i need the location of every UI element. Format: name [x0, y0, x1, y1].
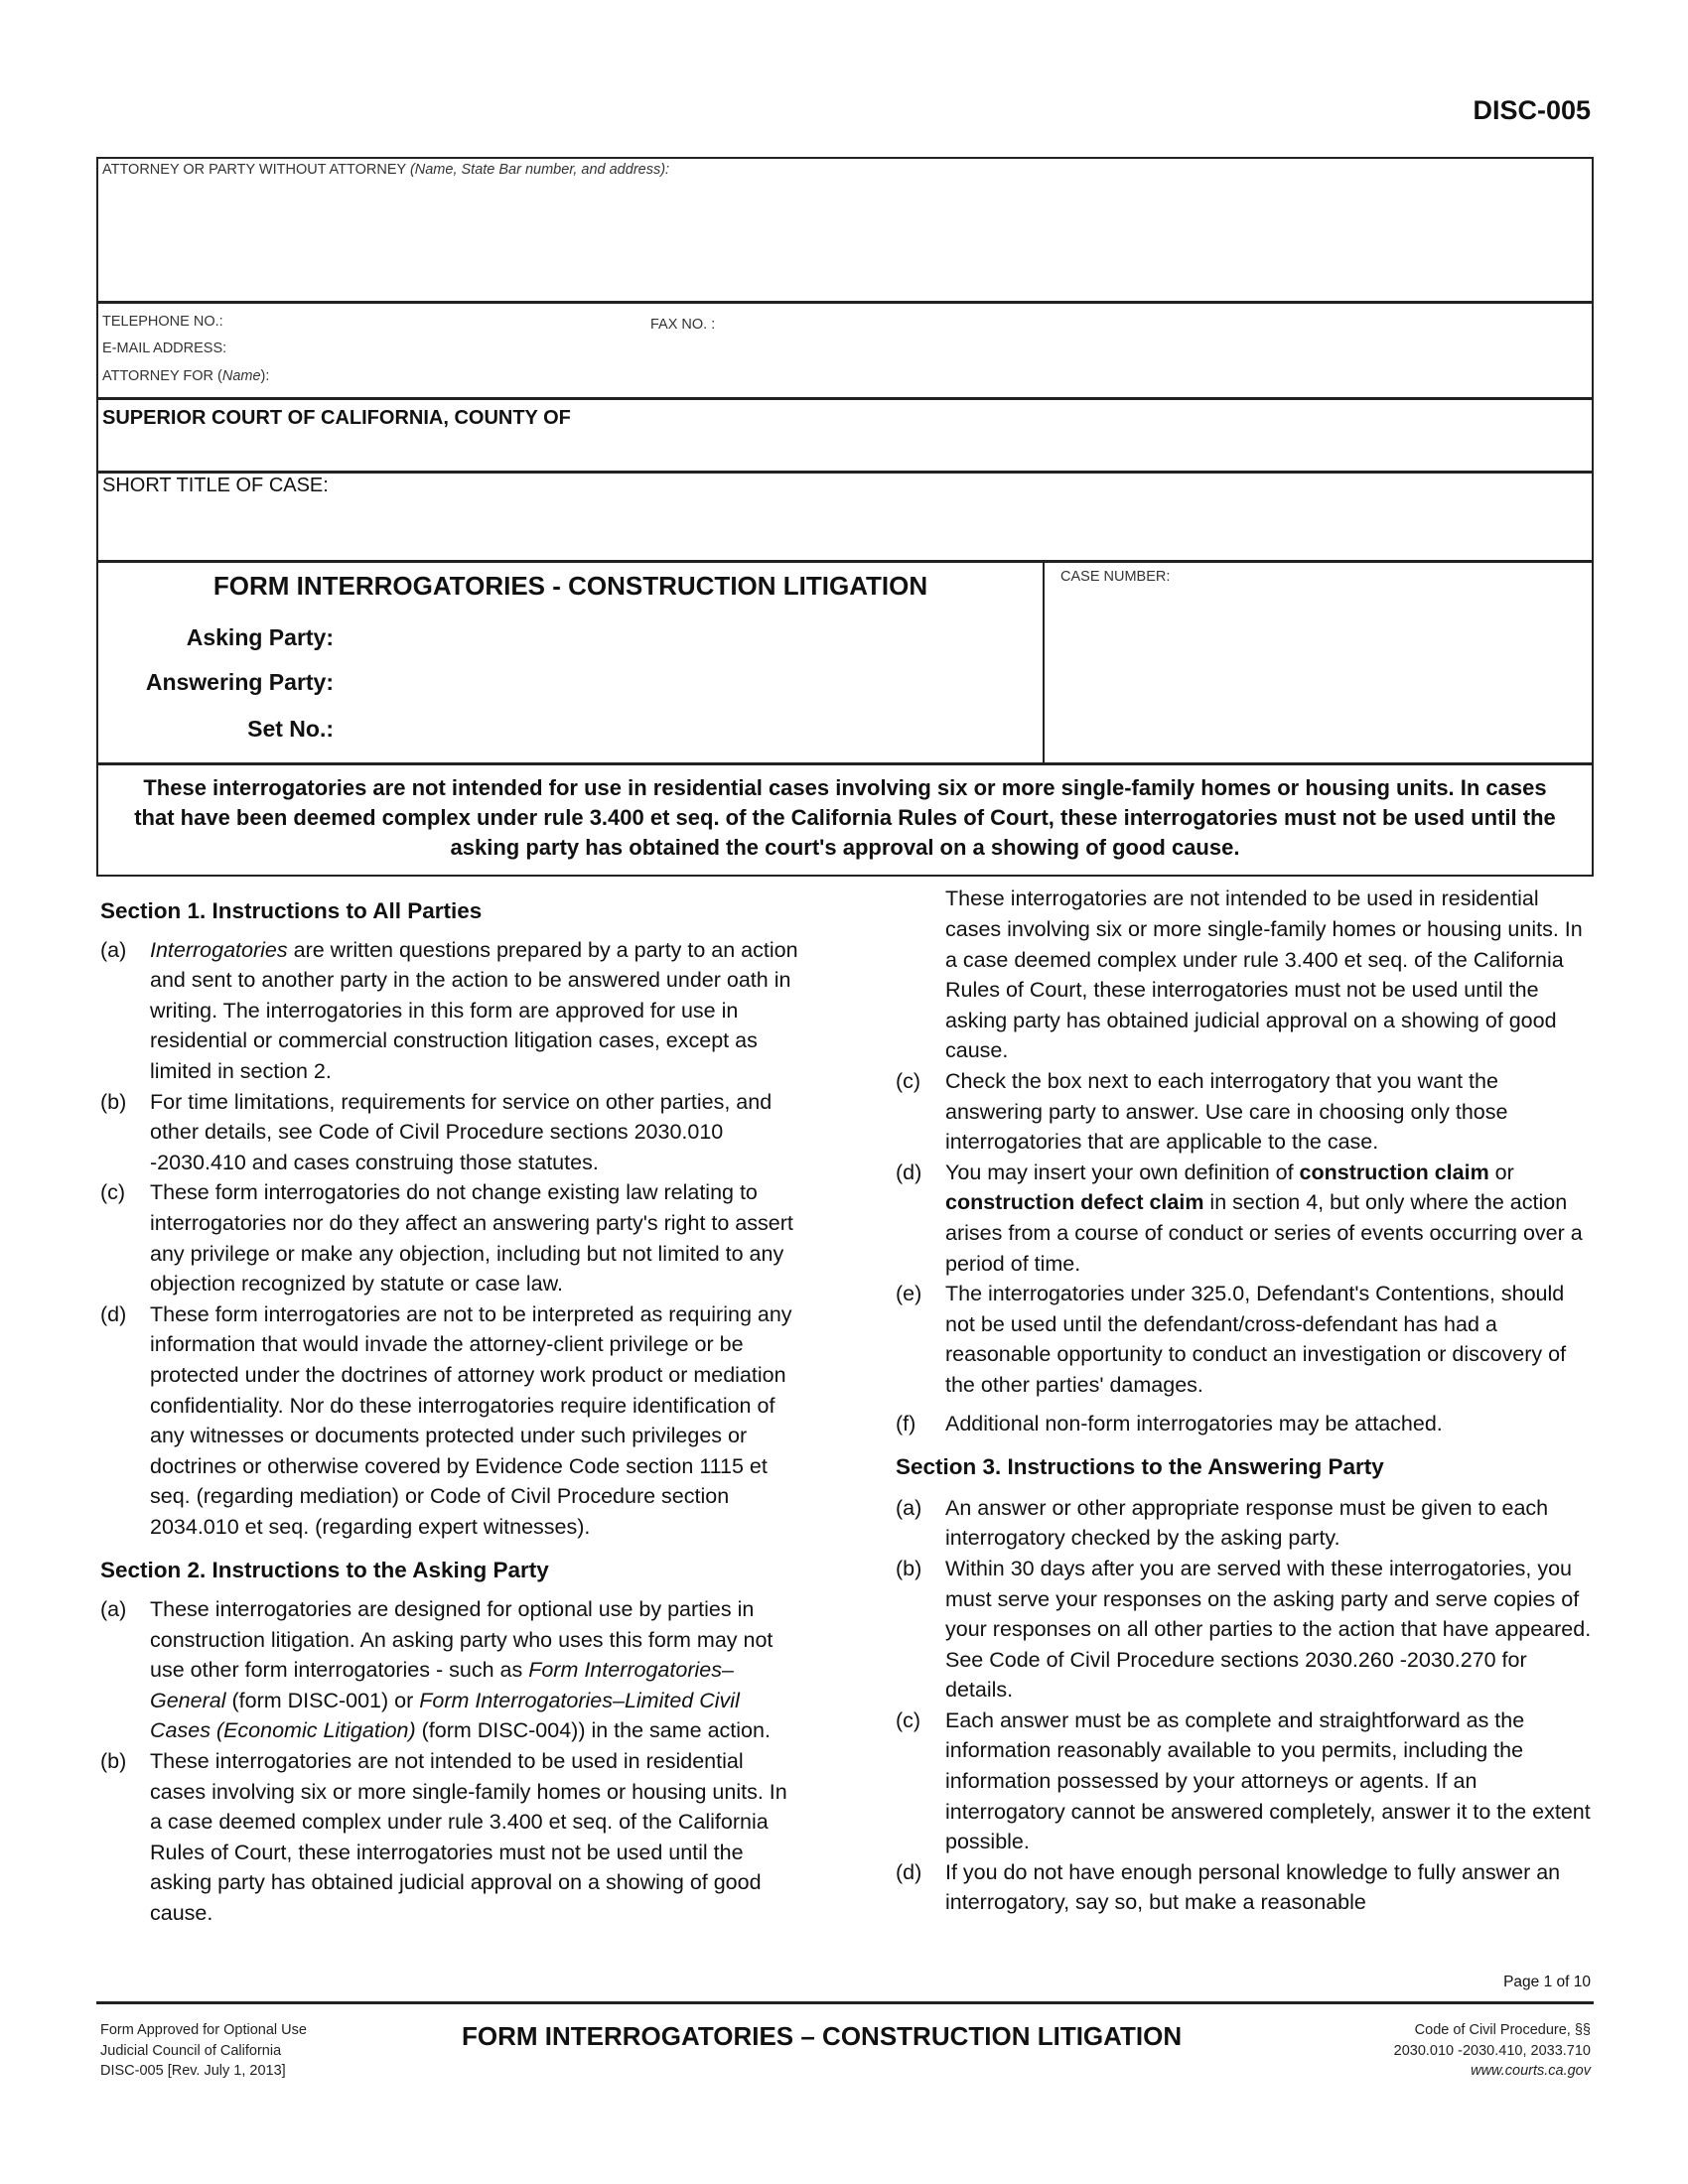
- s2-item-d: [896, 1158, 1599, 1279]
- s2-c-text: Check the box next to each interrogatory that you want the answering party to answer. Use care in choosing only those interrogatories that are applicable to the case.: [945, 1069, 1508, 1155]
- s3-a-text: An answer or other appropriate response must be given to each interrogatory checked by the asking party.: [945, 1495, 1549, 1551]
- form-title: FORM INTERROGATORIES - CONSTRUCTION LITIGATION: [212, 571, 928, 601]
- attorney-for-close: ):: [260, 368, 270, 384]
- s3-a-mark: (a): [896, 1495, 922, 1520]
- form-code: DISC-005: [1473, 95, 1591, 125]
- footer-left-line2: Judicial Council of California: [100, 2042, 282, 2059]
- notice-box: [96, 763, 1594, 877]
- court-box[interactable]: [96, 398, 1594, 473]
- email-label: E-MAIL ADDRESS:: [102, 341, 227, 356]
- footer-left: [100, 2020, 307, 2082]
- s2-a-mark: (a): [100, 1597, 127, 1622]
- s2-a-text1: These interrogatories are designed for optional use by parties in construction litigation. An asking party who uses this form may not use other form interrogatories - such as: [150, 1597, 774, 1683]
- s2-b-mark: (b): [100, 1749, 127, 1774]
- s2-item-a: [100, 1594, 803, 1746]
- right-column: [896, 887, 1599, 1918]
- s2-f-mark: (f): [896, 1411, 916, 1435]
- s2-c-mark: (c): [896, 1069, 921, 1093]
- telephone-label: TELEPHONE NO.:: [102, 314, 223, 330]
- s2-d-text1: You may insert your own definition of: [945, 1160, 1300, 1184]
- attorney-for-text: ATTORNEY FOR (: [102, 368, 222, 384]
- s2-b-continued-text: These interrogatories are not intended to be used in residential cases involving six or more single-family homes or housing units. In a case deemed complex under rule 3.400 et seq. of the California Rules of Court, these interrogatories must not be used until the asking party has obtained judicial approval on a showing of good cause.: [945, 887, 1583, 1063]
- s1-item-d: [100, 1299, 803, 1543]
- attorney-label-text: ATTORNEY OR PARTY WITHOUT ATTORNEY: [102, 162, 406, 178]
- fax-label: FAX NO. :: [650, 317, 716, 333]
- s3-item-c: [896, 1706, 1599, 1857]
- attorney-for-note: Name: [221, 368, 261, 384]
- footer-title: FORM INTERROGATORIES – CONSTRUCTION LITIGATION: [462, 2021, 1183, 2051]
- page-number: Page 1 of 10: [1503, 1974, 1591, 1990]
- attorney-box[interactable]: [96, 157, 1594, 303]
- s1-d-text: These form interrogatories are not to be interpreted as requiring any information that would invade the attorney-client privilege or be protected under the doctrines of attorney work product or mediation confidentiality. Nor do these interrogatories require identification of any witnesses or documents protected under such privileges or doctrines or otherwise covered by Evidence Code section 1115 et seq. (regarding mediation) or Code of Civil Procedure section 2034.010 et seq. (regarding expert witnesses).: [150, 1301, 792, 1539]
- s3-d-text: If you do not have enough personal knowledge to fully answer an interrogatory, say so, but make a reasonable: [945, 1859, 1561, 1915]
- s1-b-mark: (b): [100, 1089, 127, 1114]
- s1-item-c: [100, 1177, 803, 1298]
- s2-item-c: [896, 1066, 1599, 1158]
- s1-item-b: [100, 1087, 803, 1178]
- s3-c-text: Each answer must be as complete and straightforward as the information reasonably available to you permits, including the information possessed by your attorneys or agents. If an interrogatory cannot be answered completely, answer it to the extent possible.: [945, 1707, 1591, 1854]
- s3-d-mark: (d): [896, 1859, 922, 1884]
- case-number-label: CASE NUMBER:: [1060, 569, 1171, 585]
- s2-item-b-start: [100, 1746, 803, 1925]
- s1-item-a: [100, 935, 803, 1087]
- section-2-title: Section 2. Instructions to the Asking Party: [100, 1558, 549, 1583]
- s2-a-text3: (form DISC-004)) in the same action.: [415, 1718, 771, 1743]
- court-label: SUPERIOR COURT OF CALIFORNIA, COUNTY OF: [102, 407, 571, 429]
- s1-a-em: Interrogatories: [150, 937, 288, 962]
- short-title-box[interactable]: [96, 472, 1594, 562]
- footer-right: [1394, 2020, 1591, 2082]
- attorney-label-note: (Name, State Bar number, and address):: [409, 162, 670, 178]
- s2-b-text: These interrogatories are not intended to be used in residential cases involving six or more single-family homes or housing units. In a case deemed complex under rule 3.400 et seq. of the California Rules of Court, these interrogatories must not be used until the asking party has obtained judicial approval on a showing of good cause.: [150, 1749, 787, 1925]
- s2-f-text: Additional non-form interrogatories may be attached.: [945, 1411, 1443, 1435]
- s2-a-em1: Form Interrogatories–General: [150, 1658, 734, 1712]
- s2-item-e: [896, 1279, 1599, 1400]
- title-box: [96, 561, 1594, 764]
- footer-right-line1: Code of Civil Procedure, §§: [1414, 2022, 1591, 2038]
- s2-e-text: The interrogatories under 325.0, Defendant's Contentions, should not be used until the defendant/cross-defendant has had a reasonable opportunity to conduct an investigation or discovery of the other parties' damages.: [945, 1282, 1567, 1397]
- s3-b-mark: (b): [896, 1556, 922, 1580]
- s2-item-b-continued: [896, 887, 1599, 1066]
- answering-party-label: Answering Party:: [145, 669, 334, 695]
- footer-left-line3: DISC-005 [Rev. July 1, 2013]: [100, 2063, 286, 2079]
- section-1-title: Section 1. Instructions to All Parties: [100, 898, 483, 923]
- footer-right-line2: 2030.010 -2030.410, 2033.710: [1393, 2042, 1591, 2059]
- s3-item-d: [896, 1857, 1599, 1918]
- s2-d-text3: in section 4, but only where the action arises from a course of conduct or series of events occurring over a period of time.: [945, 1190, 1583, 1276]
- s2-a-em2: Form Interrogatories–Limited Civil Cases (Economic Litigation): [150, 1688, 740, 1743]
- s2-d-bold1: construction claim: [1299, 1160, 1489, 1184]
- s3-b-text: Within 30 days after you are served with these interrogatories, you must serve your responses on the asking party and serve copies of your responses on all other parties to the action that have appeared. See Code of Civil Procedure sections 2030.260 -2030.270 for details.: [945, 1556, 1592, 1703]
- s3-item-b: [896, 1554, 1599, 1706]
- s2-item-f: [896, 1409, 1599, 1439]
- set-no-label: Set No.:: [247, 716, 334, 742]
- title-divider: [1043, 563, 1045, 762]
- section-3-title: Section 3. Instructions to the Answering Party: [896, 1454, 1384, 1480]
- contact-box[interactable]: [96, 302, 1594, 399]
- attorney-label: [102, 162, 669, 178]
- s2-d-mark: (d): [896, 1160, 922, 1184]
- s1-d-mark: (d): [100, 1301, 127, 1326]
- s1-c-text: These form interrogatories do not change existing law relating to interrogatories nor do they affect an answering party's right to assert any privilege or make any objection, including but not limited to any objection recognized by statute or case law.: [150, 1180, 793, 1297]
- s2-a-text2: (form DISC-001) or: [225, 1688, 420, 1712]
- s3-c-mark: (c): [896, 1707, 921, 1732]
- left-column: [100, 896, 803, 1925]
- s2-d-bold2: construction defect claim: [945, 1190, 1204, 1215]
- s1-a-mark: (a): [100, 937, 127, 962]
- footer-rule: [96, 2001, 1594, 2004]
- attorney-for-label: [102, 368, 269, 384]
- s1-a-text: are written questions prepared by a party to an action and sent to another party in the action to be answered under oath in writing. The interrogatories in this form are approved for use in residential or commercial construction litigation cases, except as limited in section 2.: [150, 937, 798, 1083]
- notice-text: These interrogatories are not intended for use in residential cases involving six or more single-family homes or housing units. In cases that have been deemed complex under rule 3.400 et seq. of the California Rules of Court, these interrogatories must not be used until the asking party has obtained the court's approval on a showing of good cause.: [134, 775, 1556, 860]
- footer-left-line1: Form Approved for Optional Use: [100, 2022, 307, 2038]
- s3-item-a: [896, 1493, 1599, 1554]
- s1-b-text: For time limitations, requirements for service on other parties, and other details, see Code of Civil Procedure sections 2030.010 -2030.410 and cases construing those statutes.: [150, 1089, 773, 1174]
- s2-d-text2: or: [1488, 1160, 1514, 1184]
- footer-website-link[interactable]: www.courts.ca.gov: [1471, 2063, 1591, 2079]
- s1-c-mark: (c): [100, 1180, 126, 1205]
- s2-e-mark: (e): [896, 1282, 922, 1306]
- asking-party-label: Asking Party:: [186, 624, 334, 650]
- short-title-label: SHORT TITLE OF CASE:: [102, 475, 329, 496]
